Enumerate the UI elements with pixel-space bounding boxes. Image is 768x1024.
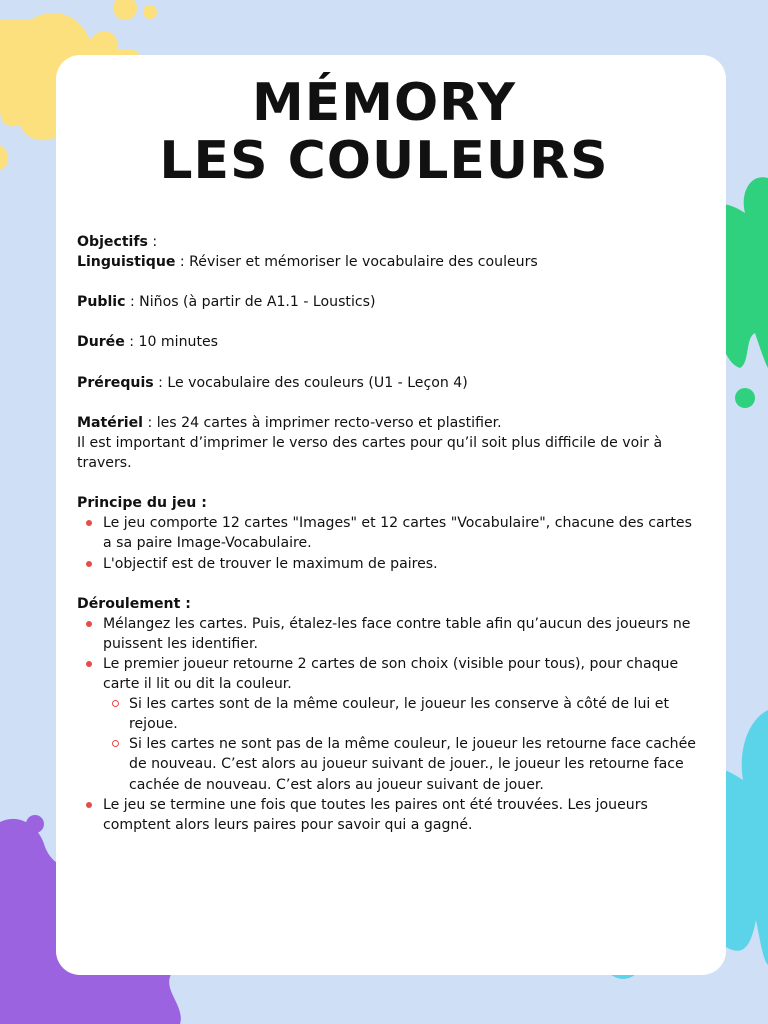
materiel-note: Il est important d’imprimer le verso des cartes pour qu’il soit plus difficile de voir à travers. <box>77 434 663 472</box>
objectifs-separator: : <box>147 234 158 250</box>
duree-text: : 10 minutes <box>124 334 218 351</box>
deroulement-label: Déroulement : <box>77 595 191 612</box>
public-line <box>77 292 697 312</box>
principe-heading <box>77 493 697 513</box>
deroulement-heading <box>77 594 697 614</box>
sub-list-item: Si les cartes sont de la même couleur, le joueur les conserve à côté de lui et rejoue. <box>103 694 697 734</box>
principe-label: Principe du jeu : <box>77 495 207 512</box>
prerequis-text: : Le vocabulaire des couleurs (U1 - Leçon 4) <box>153 374 468 391</box>
principe-list <box>77 513 697 573</box>
prerequis-label: Prérequis <box>77 374 154 391</box>
list-item: Le jeu se termine une fois que toutes les paires ont été trouvées. Les joueurs comptent alors leurs paires pour savoir qui a gagné. <box>77 795 697 835</box>
prerequis-line <box>77 373 697 393</box>
list-item: Le jeu comporte 12 cartes "Images" et 12 cartes "Vocabulaire", chacune des cartes a sa paire Image-Vocabulaire. <box>77 513 697 553</box>
sub-list-item: Si les cartes ne sont pas de la même couleur, le joueur les retourne face cachée de nouveau. C’est alors au joueur suivant de jouer., le joueur les retourne face cachée de nouveau. C’est alors au joueur suivant de jouer. <box>103 734 697 794</box>
list-item <box>77 654 697 694</box>
public-label: Public <box>77 294 126 311</box>
duree-label: Durée <box>77 334 125 351</box>
objectifs-label: Objectifs <box>77 234 148 250</box>
linguistique-label: Linguistique <box>77 254 176 271</box>
materiel-text: : les 24 cartes à imprimer recto-verso et plastifier. <box>143 414 502 431</box>
list-item: L'objectif est de trouver le maximum de paires. <box>77 554 697 574</box>
page-title-line1: MÉMORY <box>251 73 517 133</box>
page-title-line2: LES COULEURS <box>159 131 609 191</box>
duree-line <box>77 332 697 352</box>
linguistique-text: : Réviser et mémoriser le vocabulaire des couleurs <box>175 254 538 271</box>
deroulement-sublist <box>103 694 697 794</box>
deroulement-list-end <box>77 795 697 835</box>
materiel-label: Matériel <box>77 414 144 431</box>
list-item-text: Le premier joueur retourne 2 cartes de son choix (visible pour tous), pour chaque carte il lit ou dit la couleur. <box>103 655 679 693</box>
deroulement-list <box>77 614 697 694</box>
document-body <box>77 232 697 835</box>
materiel-line <box>77 413 697 433</box>
objectifs-line <box>77 232 697 252</box>
linguistique-line <box>77 252 697 272</box>
public-text: : Niños (à partir de A1.1 - Loustics) <box>125 294 376 311</box>
list-item: Mélangez les cartes. Puis, étalez-les face contre table afin qu’aucun des joueurs ne puissent les identifier. <box>77 614 697 654</box>
